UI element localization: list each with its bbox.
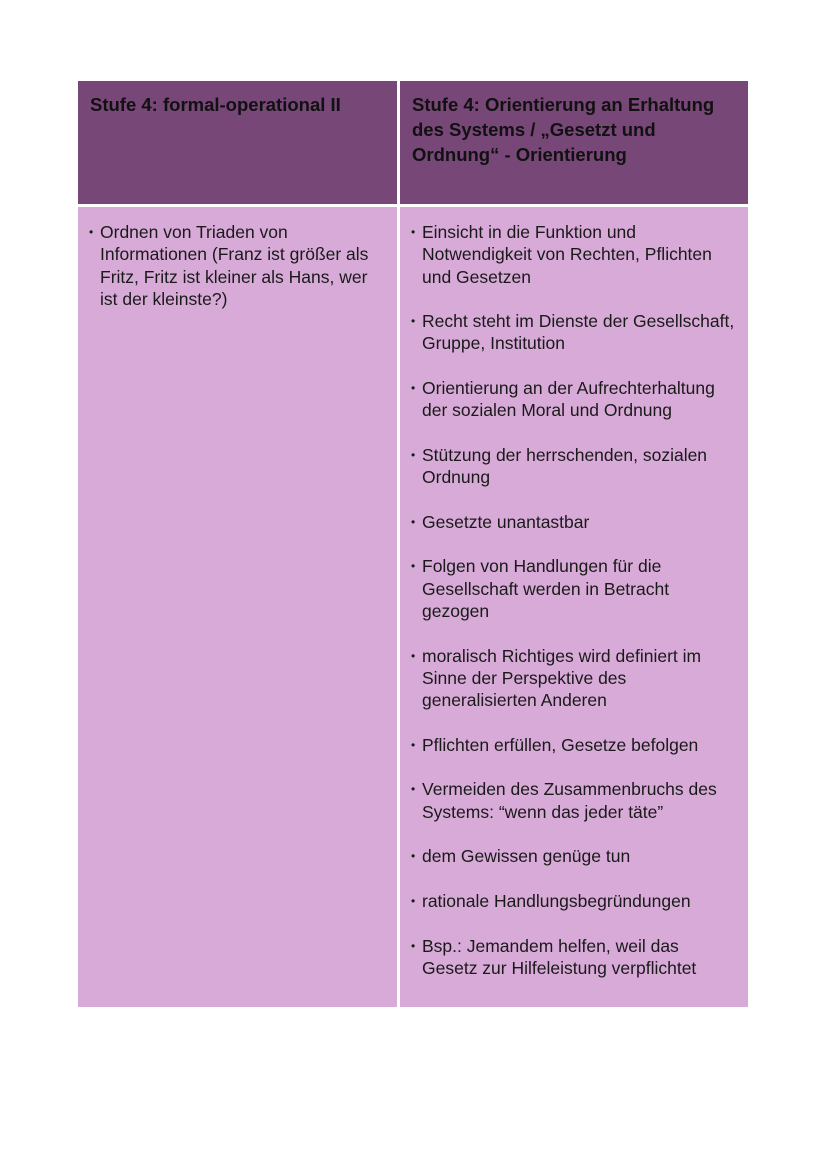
list-item: • Gesetzte unantastbar bbox=[411, 511, 738, 533]
list-item: • Folgen von Handlungen für die Gesellschaft werden in Betracht gezogen bbox=[411, 555, 738, 622]
list-item: • moralisch Richtiges wird definiert im Sinne der Perspektive des generalisierten Anderen bbox=[411, 645, 738, 712]
list-item: • Vermeiden des Zusammenbruchs des Systems: “wenn das jeder täte” bbox=[411, 778, 738, 823]
cell-cognitive-stage bbox=[78, 207, 397, 1007]
list-item: • Ordnen von Triaden von Informationen (Franz ist größer als Fritz, Fritz ist kleiner als Hans, wer ist der kleinste?) bbox=[89, 221, 387, 310]
cell-moral-stage bbox=[400, 207, 748, 1007]
cognitive-bullet-list bbox=[89, 221, 387, 310]
moral-bullet-list bbox=[411, 221, 738, 979]
list-item: • Stützung der herrschenden, sozialen Ordnung bbox=[411, 444, 738, 489]
comparison-table bbox=[78, 81, 748, 1007]
list-item: • Bsp.: Jemandem helfen, weil das Gesetz zur Hilfeleistung verpflichtet bbox=[411, 935, 738, 980]
header-moral-stage: Stufe 4: Orientierung an Erhaltung des Systems / „Gesetzt und Ordnung“ - Orientierung bbox=[400, 81, 748, 204]
list-item: • Orientierung an der Aufrechterhaltung der sozialen Moral und Ordnung bbox=[411, 377, 738, 422]
header-cognitive-stage: Stufe 4: formal-operational II bbox=[78, 81, 397, 204]
list-item: • Recht steht im Dienste der Gesellschaft, Gruppe, Institution bbox=[411, 310, 738, 355]
list-item: • Einsicht in die Funktion und Notwendigkeit von Rechten, Pflichten und Gesetzen bbox=[411, 221, 738, 288]
list-item: • Pflichten erfüllen, Gesetze befolgen bbox=[411, 734, 738, 756]
list-item: • rationale Handlungsbegründungen bbox=[411, 890, 738, 912]
list-item: • dem Gewissen genüge tun bbox=[411, 845, 738, 867]
